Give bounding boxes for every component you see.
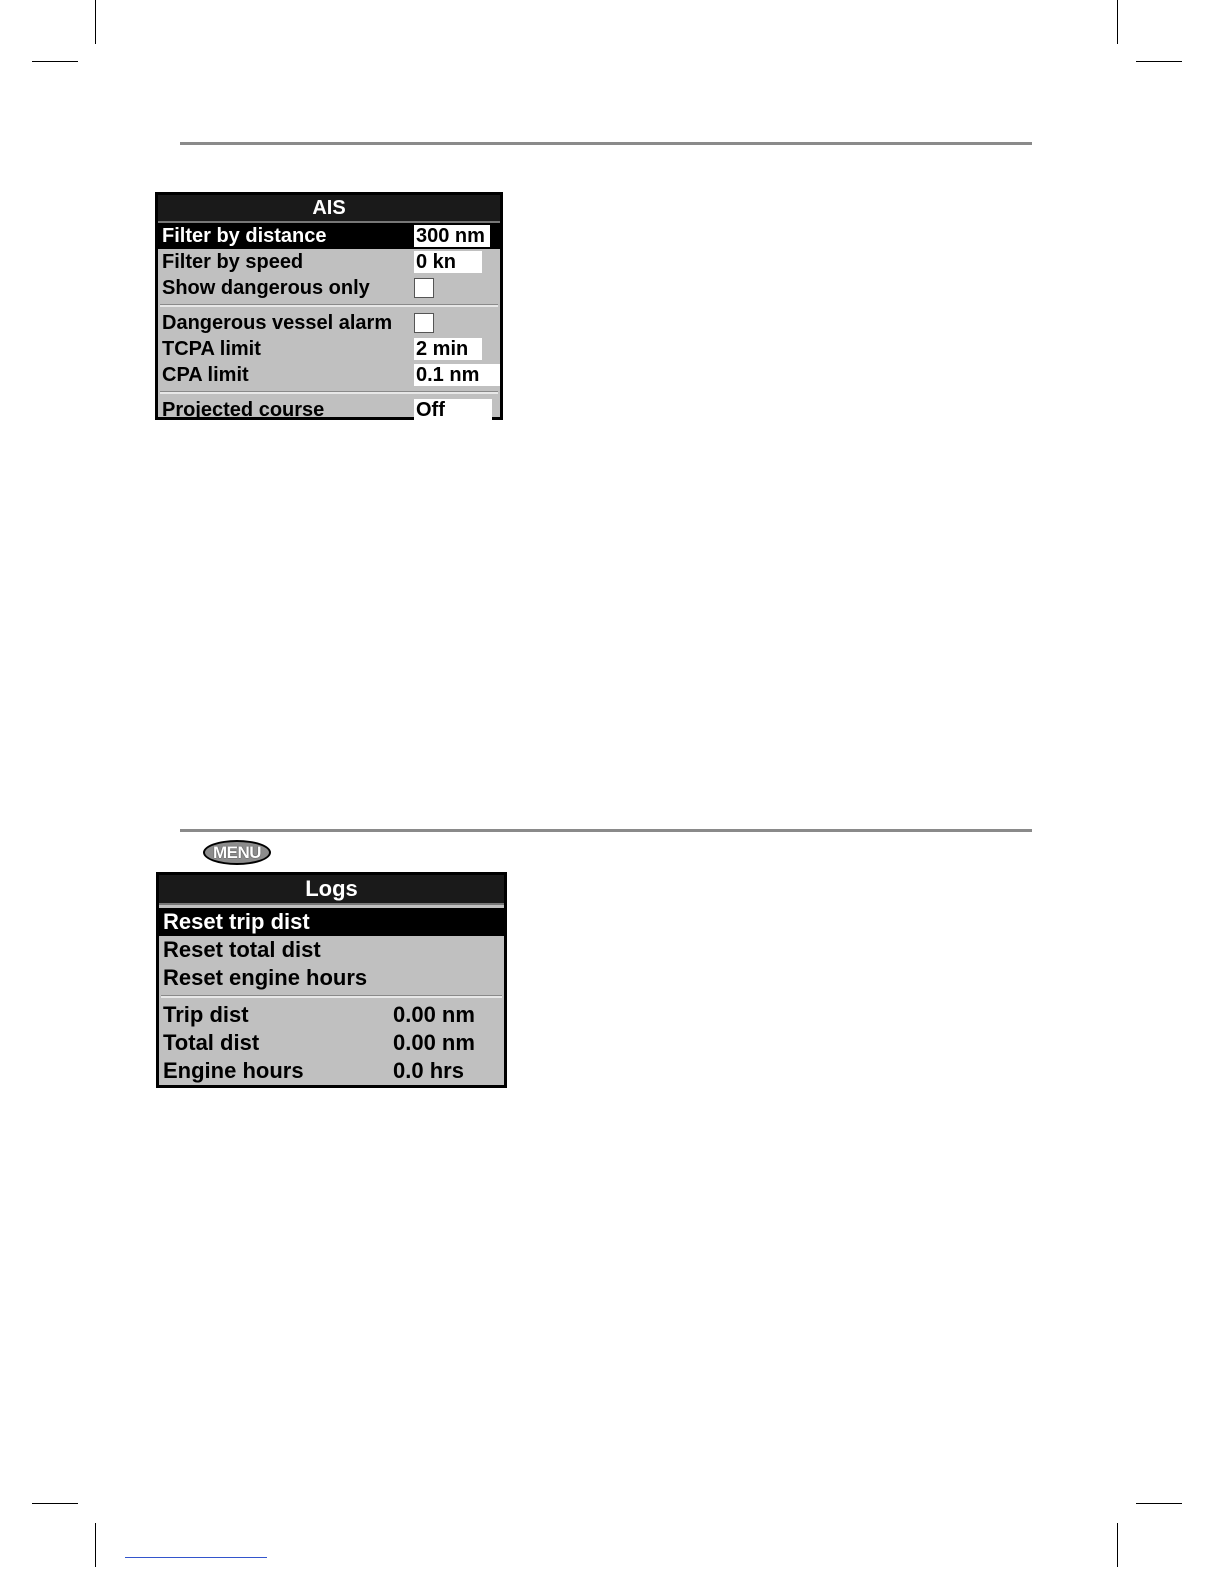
crop-mark — [32, 1503, 78, 1504]
menu-key-icon: MENU — [203, 840, 271, 865]
cpa-limit-value[interactable]: 0.1 nm — [414, 364, 500, 386]
readout-value: 0.00 nm — [393, 1002, 475, 1027]
row-label: CPA limit — [162, 364, 249, 386]
section-divider — [180, 142, 1032, 145]
reset-engine-hours-item[interactable] — [159, 964, 504, 992]
menu-separator — [160, 391, 498, 394]
show-dangerous-checkbox[interactable] — [414, 278, 434, 298]
filter-distance-value[interactable]: 300 nm — [414, 225, 490, 247]
total-dist-readout — [159, 1029, 504, 1057]
crop-mark — [32, 61, 78, 62]
row-label: Projected course — [162, 399, 325, 421]
row-label: Filter by speed — [162, 251, 304, 273]
menu-item-label: Reset trip dist — [163, 909, 310, 934]
row-label: Show dangerous only — [162, 277, 370, 299]
ais-filter-distance-row[interactable] — [158, 223, 500, 249]
row-label: TCPA limit — [162, 338, 261, 360]
reset-trip-dist-item[interactable] — [159, 908, 504, 936]
menu-separator — [160, 304, 498, 307]
trip-dist-readout — [159, 1001, 504, 1029]
readout-label: Trip dist — [163, 1002, 249, 1027]
crop-mark — [1136, 1503, 1182, 1504]
logs-menu — [156, 872, 507, 1088]
filter-speed-value[interactable]: 0 kn — [414, 251, 482, 273]
menu-separator — [161, 995, 502, 998]
logs-menu-title: Logs — [159, 875, 504, 905]
ais-menu — [155, 192, 503, 420]
crop-mark — [1117, 0, 1118, 44]
ais-dangerous-alarm-row[interactable] — [158, 310, 500, 336]
ais-projected-course-row[interactable] — [158, 397, 500, 423]
reset-total-dist-item[interactable] — [159, 936, 504, 964]
readout-label: Engine hours — [163, 1058, 304, 1083]
tcpa-limit-value[interactable]: 2 min — [414, 338, 482, 360]
engine-hours-readout — [159, 1057, 504, 1085]
readout-value: 0.0 hrs — [393, 1058, 464, 1083]
crop-mark — [1117, 1523, 1118, 1567]
crop-mark — [1136, 61, 1182, 62]
readout-value: 0.00 nm — [393, 1030, 475, 1055]
section-divider — [180, 829, 1032, 832]
menu-item-label: Reset total dist — [163, 937, 321, 962]
readout-label: Total dist — [163, 1030, 260, 1055]
projected-course-value[interactable]: Off — [414, 399, 492, 421]
menu-item-label: Reset engine hours — [163, 965, 368, 990]
crop-mark — [95, 1523, 96, 1567]
ais-show-dangerous-row[interactable] — [158, 275, 500, 301]
dangerous-alarm-checkbox[interactable] — [414, 313, 434, 333]
row-label: Dangerous vessel alarm — [162, 312, 393, 334]
row-label: Filter by distance — [162, 225, 327, 247]
footer-link-underline — [125, 1557, 267, 1558]
ais-cpa-limit-row[interactable] — [158, 362, 500, 388]
ais-filter-speed-row[interactable] — [158, 249, 500, 275]
ais-menu-title: AIS — [158, 195, 500, 223]
crop-mark — [95, 0, 96, 44]
ais-tcpa-limit-row[interactable] — [158, 336, 500, 362]
